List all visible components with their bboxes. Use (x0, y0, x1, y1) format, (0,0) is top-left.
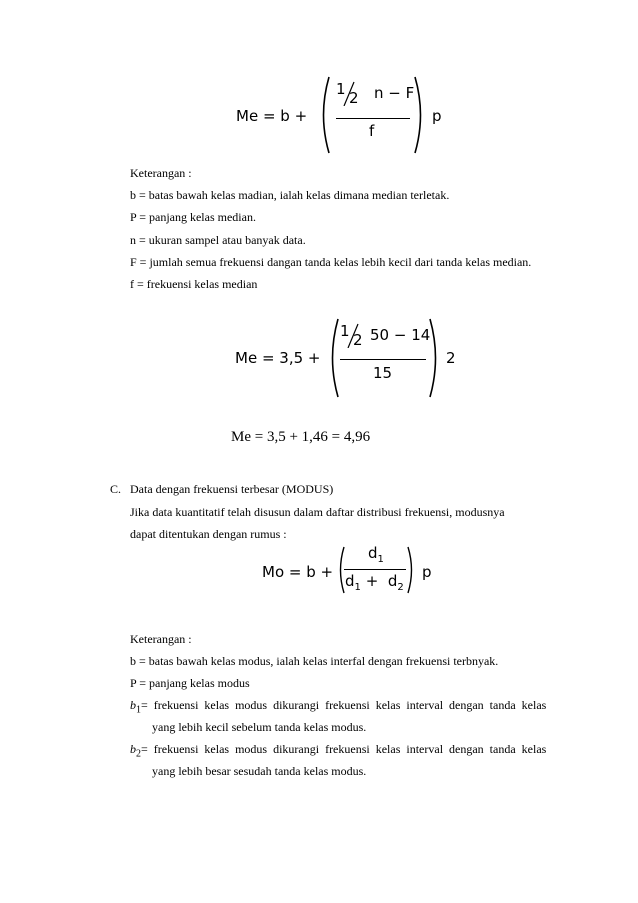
b2-text: = frekuensi kelas modus dikurangi frekuensi kelas interval dengan tanda kelas (141, 742, 547, 756)
d-symbol: d (387, 572, 398, 590)
half-numerator: 1 (336, 80, 346, 98)
median-result: Me = 3,5 + 1,46 = 4,96 (231, 429, 371, 445)
legend-item: n = ukuran sampel atau banyak data. (130, 233, 306, 247)
legend-item: b = batas bawah kelas modus, ialah kelas interfal dengan frekuensi terbnyak. (130, 654, 499, 668)
half-denominator: 2 (349, 89, 359, 107)
section-paragraph-line: Jika data kuantitatif telah disusun dalam daftar distribusi frekuensi, modusnya (130, 505, 505, 519)
fraction-bar (340, 359, 426, 360)
modus-factor: p (422, 563, 432, 581)
median-numerator-rest: n − F (374, 84, 415, 102)
b1-subscript: 1 (136, 704, 141, 716)
d-symbol: d (345, 572, 355, 590)
section-paragraph-line: dapat ditentukan dengan rumus : (130, 527, 287, 541)
legend-item-continuation: yang lebih besar sesudah tanda kelas modus. (152, 764, 367, 778)
left-paren-icon (326, 318, 340, 398)
fraction-bar (344, 569, 406, 570)
legend-item: P = panjang kelas modus (130, 676, 250, 690)
plus-sign: + (365, 572, 379, 590)
half-numerator: 1 (340, 322, 350, 340)
d-subscript: 2 (397, 582, 404, 593)
median-calc-numerator-rest: 50 − 14 (370, 326, 431, 344)
section-heading: Data dengan frekuensi terbesar (MODUS) (130, 482, 334, 496)
modus-formula-lhs: Mo = b + (262, 563, 334, 581)
d-subscript: 1 (354, 582, 361, 593)
d-symbol: d (368, 544, 378, 562)
modus-denominator (345, 572, 404, 593)
fraction-bar (336, 118, 410, 119)
legend-item-continuation: yang lebih kecil sebelum tanda kelas modus. (152, 720, 367, 734)
median-factor: p (432, 107, 442, 125)
legend-title: Keterangan : (130, 166, 192, 180)
median-formula-lhs: Me = b + (236, 107, 308, 125)
legend-item: b = batas bawah kelas madian, ialah kelas dimana median terletak. (130, 188, 450, 202)
b1-symbol: b (130, 698, 136, 712)
legend-title: Keterangan : (130, 632, 192, 646)
median-denominator: f (369, 122, 375, 140)
one-half-fraction (340, 322, 370, 352)
b2-subscript: 2 (136, 748, 141, 760)
right-paren-icon (428, 318, 442, 398)
legend-item-b1 (130, 698, 560, 715)
d-subscript: 1 (377, 554, 384, 565)
left-paren-icon (317, 76, 331, 154)
legend-item: f = frekuensi kelas median (130, 277, 258, 291)
section-label: C. (110, 482, 122, 496)
one-half-fraction (336, 80, 366, 110)
right-paren-icon (406, 546, 416, 594)
modus-numerator (368, 544, 384, 565)
right-paren-icon (413, 76, 427, 154)
legend-item-b2 (130, 742, 560, 759)
b2-symbol: b (130, 742, 136, 756)
legend-item: P = panjang kelas median. (130, 210, 256, 224)
legend-item: F = jumlah semua frekuensi dangan tanda kelas lebih kecil dari tanda kelas median. (130, 255, 532, 269)
median-calc-lhs: Me = 3,5 + (235, 349, 321, 367)
median-calc-factor: 2 (446, 349, 456, 367)
median-calc-denominator: 15 (373, 364, 393, 382)
half-denominator: 2 (353, 331, 363, 349)
b1-text: = frekuensi kelas modus dikurangi frekuensi kelas interval dengan tanda kelas (141, 698, 547, 712)
